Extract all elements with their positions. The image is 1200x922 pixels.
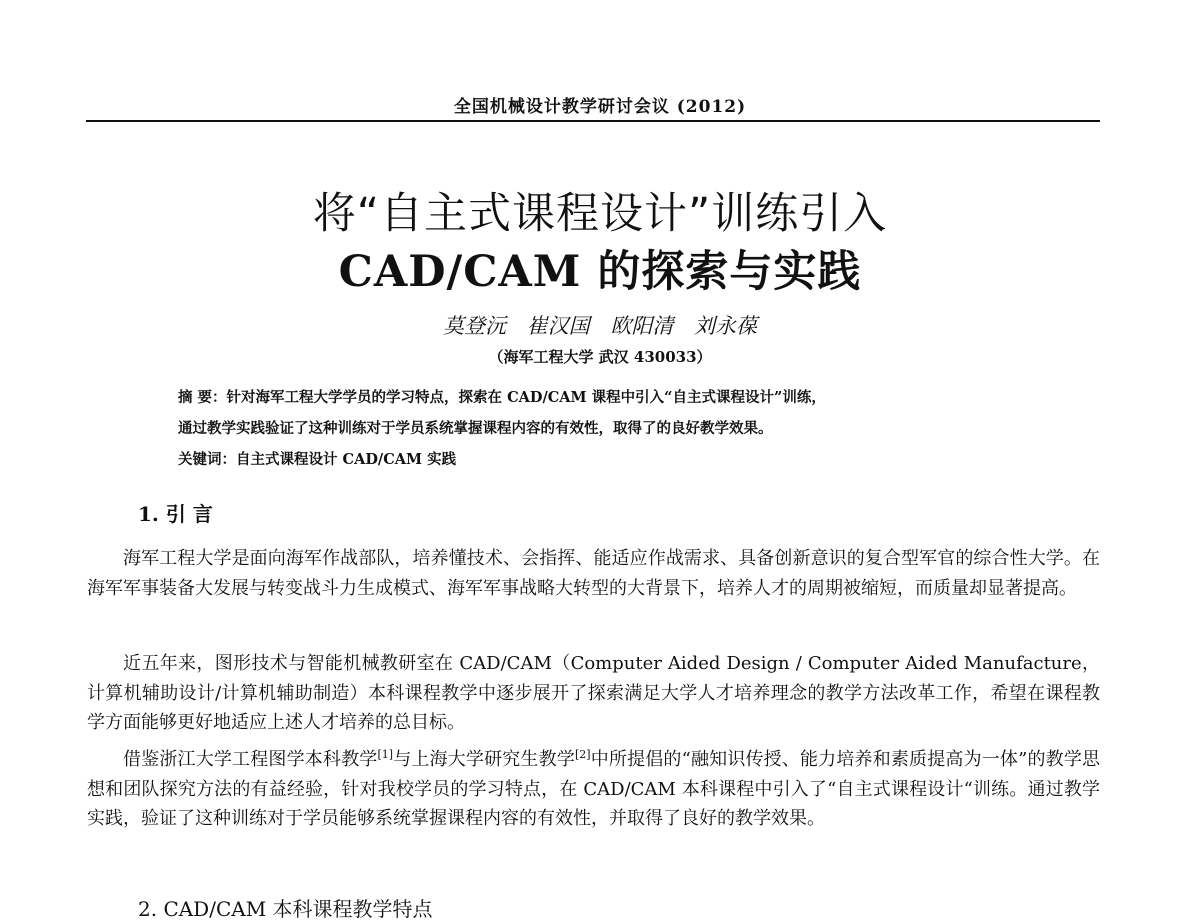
- paper-title-line-1: 将“自主式课程设计”训练引入: [312, 189, 888, 239]
- header-rule: [86, 120, 1100, 122]
- author-list: 莫登沅 崔汉国 欧阳清 刘永葆: [442, 314, 758, 338]
- section-heading-introduction: 1. 引 言: [138, 502, 213, 526]
- keywords-line: 关键词：自主式课程设计 CAD/CAM 实践: [178, 451, 457, 468]
- citation-ref-1[interactable]: [1]: [377, 748, 394, 761]
- paper-title-line-2: CAD/CAM 的探索与实践: [338, 247, 862, 297]
- paragraph-text: 海军工程大学是面向海军作战部队，培养懂技术、会指挥、能适应作战需求、具备创新意识的复合型军官的综合性大学。在海军军事装备大发展与转变战斗力生成模式、海军军事战略大转型的大背景下，培养人才的周期被缩短，而质量却显著提高。: [87, 548, 1100, 599]
- paragraph-text: 近五年来，图形技术与智能机械教研室在 CAD/CAM（Computer Aided Design / Computer Aided Manufacture，计算机辅助设计/计算机辅助制造）本科课程教学中逐步展开了探索满足大学人才培养理念的教学方法改革工作，希望在课程教学方面能够更好地适应上述人才培养的总目标。: [87, 653, 1100, 733]
- body-paragraph-1: [87, 544, 1100, 603]
- abstract-line-2: 通过教学实践验证了这种训练对于学员系统掌握课程内容的有效性，取得了的良好教学效果。: [178, 420, 773, 437]
- section-heading-course-features: 2. CAD/CAM 本科课程教学特点: [138, 897, 433, 921]
- paragraph-text-segment: 与上海大学研究生教学: [393, 749, 575, 770]
- body-paragraph-2: [87, 649, 1100, 738]
- paragraph-text-segment: 中所提倡的“融知识传授、能力培养和素质提高为一体”的教学思想和团队探究方法的有益经验，针对我校学员的学习特点，在 CAD/CAM 本科课程中引入了“自主式课程设计“训练。通过教学实践，验证了这种训练对于学员能够系统掌握课程内容的有效性，并取得了良好的教学效果。: [87, 749, 1101, 829]
- abstract-line-1: 摘 要：针对海军工程大学学员的学习特点，探索在 CAD/CAM 课程中引入“自主式课程设计”训练，: [178, 389, 826, 406]
- affiliation: （海军工程大学 武汉 430033）: [488, 348, 712, 366]
- body-paragraph-3: [87, 745, 1100, 834]
- citation-ref-2[interactable]: [2]: [574, 748, 591, 761]
- abstract-block: [178, 382, 1078, 475]
- paragraph-text-segment: 借鉴浙江大学工程图学本科教学: [123, 749, 378, 770]
- running-header: 全国机械设计教学研讨会议 (2012): [453, 97, 747, 117]
- paragraph-text: [87, 745, 1100, 834]
